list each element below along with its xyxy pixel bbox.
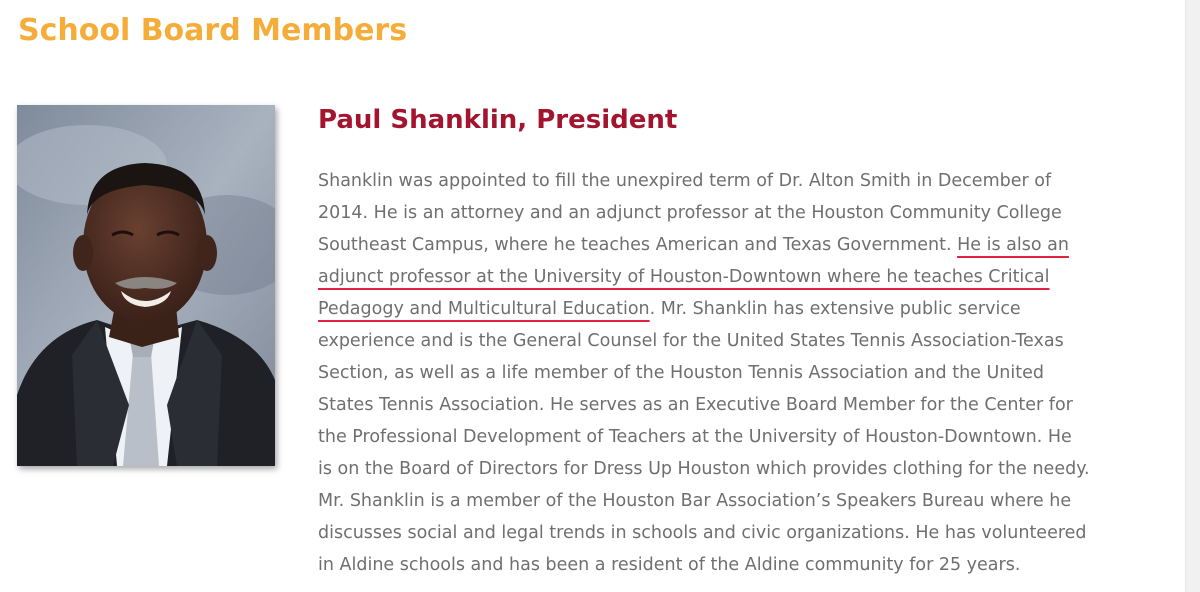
bio-line: 2014. He is an attorney and an adjunct professor at the Houston Community College — [318, 203, 1062, 223]
bio-line — [318, 261, 1108, 293]
bio-line: Shanklin was appointed to fill the unexpired term of Dr. Alton Smith in December of — [318, 171, 1052, 191]
bio-line: discusses social and legal trends in schools and civic organizations. He has volunteered — [318, 523, 1087, 543]
highlighted-text: Pedagogy and Multicultural Education — [318, 299, 650, 319]
member-name: Paul Shanklin, President — [318, 105, 678, 135]
highlighted-text: He is also an — [957, 235, 1069, 255]
bio-line: Pedagogy and Multicultural Education. Mr. Shanklin has extensive public service — [318, 299, 1021, 319]
page-title: School Board Members — [18, 13, 408, 48]
bio-line: is on the Board of Directors for Dress Up Houston which provides clothing for the needy. — [318, 459, 1090, 479]
highlighted-text: adjunct professor at the University of Houston-Downtown where he teaches Critical — [318, 267, 1050, 287]
bio-line: the Professional Development of Teachers at the University of Houston-Downtown. He — [318, 427, 1072, 447]
bio-line: in Aldine schools and has been a resident of the Aldine community for 25 years. — [318, 555, 1021, 575]
bio-line: experience and is the General Counsel for the United States Tennis Association-Texas — [318, 331, 1064, 351]
bio-line: States Tennis Association. He serves as an Executive Board Member for the Center for — [318, 395, 1073, 415]
scrollbar[interactable] — [1185, 0, 1200, 592]
bio-line: Southeast Campus, where he teaches American and Texas Government. He is also an — [318, 235, 1069, 255]
member-bio — [318, 165, 1108, 581]
member-photo — [17, 105, 275, 466]
bio-line: Section, as well as a life member of the Houston Tennis Association and the United — [318, 363, 1045, 383]
bio-line: Mr. Shanklin is a member of the Houston Bar Association’s Speakers Bureau where he — [318, 491, 1072, 511]
